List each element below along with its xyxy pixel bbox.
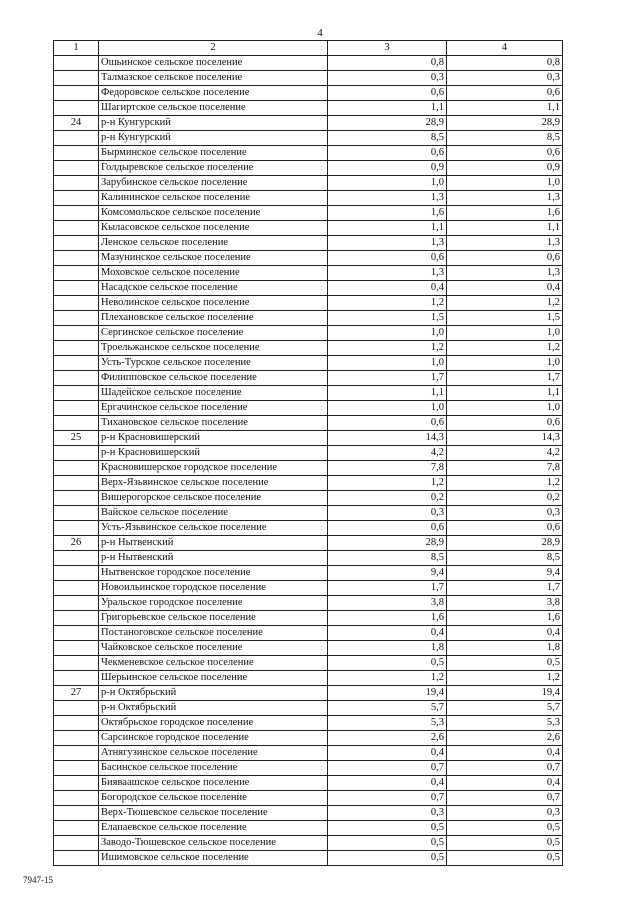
row-number-cell [54,71,99,86]
table-row [54,161,563,176]
row-number-cell [54,416,99,431]
row-number-cell [54,341,99,356]
value-column-4-cell: 0,5 [447,656,563,671]
row-number-cell [54,611,99,626]
value-column-3-cell: 0,4 [328,281,447,296]
municipality-name-cell: Сарсинское городское поселение [99,731,328,746]
row-number-cell [54,836,99,851]
row-number-cell: 24 [54,116,99,131]
value-column-3-cell: 4,2 [328,446,447,461]
row-number-cell [54,806,99,821]
value-column-3-cell: 9,4 [328,566,447,581]
table-row [54,116,563,131]
table-header-row [54,41,563,56]
value-column-3-cell: 1,0 [328,176,447,191]
municipality-name-cell: Шерьинское сельское поселение [99,671,328,686]
value-column-4-cell: 0,4 [447,776,563,791]
table-row [54,521,563,536]
table-row [54,131,563,146]
value-column-3-cell: 0,7 [328,791,447,806]
municipality-name-cell: р-н Кунгурский [99,131,328,146]
table-row [54,56,563,71]
table-row [54,266,563,281]
row-number-cell [54,671,99,686]
table-row [54,851,563,866]
value-column-4-cell: 0,4 [447,281,563,296]
value-column-3-cell: 0,2 [328,491,447,506]
row-number-cell [54,731,99,746]
municipality-name-cell: Чекменевское сельское поселение [99,656,328,671]
row-number-cell [54,521,99,536]
value-column-4-cell: 1,2 [447,296,563,311]
value-column-4-cell: 0,4 [447,626,563,641]
row-number-cell [54,551,99,566]
table-row [54,356,563,371]
table-row [54,191,563,206]
table-row [54,371,563,386]
table-row [54,506,563,521]
value-column-4-cell: 1,7 [447,581,563,596]
row-number-cell [54,491,99,506]
value-column-3-cell: 1,6 [328,206,447,221]
table-row [54,146,563,161]
value-column-3-cell: 1,8 [328,641,447,656]
row-number-cell [54,656,99,671]
row-number-cell [54,266,99,281]
value-column-4-cell: 0,8 [447,56,563,71]
value-column-4-cell: 1,2 [447,476,563,491]
row-number-cell [54,701,99,716]
table-row [54,701,563,716]
value-column-4-cell: 2,6 [447,731,563,746]
value-column-4-cell: 4,2 [447,446,563,461]
row-number-cell [54,236,99,251]
value-column-4-cell: 1,3 [447,236,563,251]
value-column-3-cell: 1,3 [328,236,447,251]
value-column-3-cell: 1,2 [328,476,447,491]
table-body [54,56,563,866]
table-row [54,461,563,476]
table-row [54,416,563,431]
row-number-cell [54,221,99,236]
value-column-4-cell: 9,4 [447,566,563,581]
municipality-name-cell: Верх-Язьвинское сельское поселение [99,476,328,491]
table-row [54,86,563,101]
value-column-4-cell: 1,0 [447,176,563,191]
value-column-3-cell: 0,5 [328,836,447,851]
table-row [54,821,563,836]
table-row [54,716,563,731]
value-column-4-cell: 1,2 [447,341,563,356]
table-row [54,641,563,656]
table-row [54,326,563,341]
value-column-3-cell: 0,6 [328,416,447,431]
table-row [54,341,563,356]
municipality-name-cell: Уральское городское поселение [99,596,328,611]
value-column-4-cell: 0,6 [447,86,563,101]
value-column-4-cell: 1,5 [447,311,563,326]
column-header-4: 4 [447,41,563,56]
value-column-3-cell: 3,8 [328,596,447,611]
municipality-name-cell: р-н Красновишерский [99,446,328,461]
table-row [54,566,563,581]
municipality-name-cell: Неволинское сельское поселение [99,296,328,311]
value-column-3-cell: 1,2 [328,341,447,356]
value-column-3-cell: 1,0 [328,356,447,371]
table-row [54,686,563,701]
municipality-name-cell: Богородское сельское поселение [99,791,328,806]
table-row [54,251,563,266]
municipality-name-cell: р-н Нытвенский [99,536,328,551]
table-row [54,806,563,821]
table-row [54,776,563,791]
value-column-4-cell: 5,3 [447,716,563,731]
row-number-cell [54,641,99,656]
municipality-name-cell: Постаноговское сельское поселение [99,626,328,641]
municipality-name-cell: Верх-Тюшевское сельское поселение [99,806,328,821]
municipality-name-cell: Бырминское сельское поселение [99,146,328,161]
value-column-3-cell: 0,5 [328,851,447,866]
table-row [54,281,563,296]
value-column-4-cell: 1,3 [447,191,563,206]
row-number-cell [54,581,99,596]
table-row [54,746,563,761]
row-number-cell [54,761,99,776]
value-column-3-cell: 0,3 [328,506,447,521]
value-column-3-cell: 0,9 [328,161,447,176]
value-column-4-cell: 8,5 [447,131,563,146]
value-column-4-cell: 1,0 [447,326,563,341]
value-column-4-cell: 0,6 [447,251,563,266]
value-column-4-cell: 1,3 [447,266,563,281]
municipality-name-cell: Вишерогорское сельское поселение [99,491,328,506]
municipality-name-cell: Шагиртское сельское поселение [99,101,328,116]
row-number-cell: 27 [54,686,99,701]
table-row [54,296,563,311]
value-column-3-cell: 0,4 [328,746,447,761]
row-number-cell [54,716,99,731]
table-row [54,731,563,746]
municipality-name-cell: Калининское сельское поселение [99,191,328,206]
row-number-cell [54,446,99,461]
value-column-4-cell: 1,7 [447,371,563,386]
municipality-name-cell: Ленское сельское поселение [99,236,328,251]
municipality-name-cell: Бияваашское сельское поселение [99,776,328,791]
value-column-4-cell: 0,3 [447,506,563,521]
value-column-3-cell: 1,7 [328,581,447,596]
value-column-4-cell: 28,9 [447,116,563,131]
row-number-cell [54,746,99,761]
municipality-name-cell: Талмазское сельское поселение [99,71,328,86]
municipality-name-cell: Плехановское сельское поселение [99,311,328,326]
row-number-cell [54,776,99,791]
municipality-name-cell: Октябрьское городское поселение [99,716,328,731]
table-row [54,311,563,326]
municipality-name-cell: Атнягузинское сельское поселение [99,746,328,761]
table-row [54,401,563,416]
document-code: 7947-15 [23,875,53,885]
row-number-cell [54,566,99,581]
row-number-cell [54,101,99,116]
value-column-3-cell: 8,5 [328,551,447,566]
row-number-cell [54,821,99,836]
value-column-3-cell: 1,6 [328,611,447,626]
row-number-cell [54,386,99,401]
municipality-name-cell: Чайковское сельское поселение [99,641,328,656]
value-column-3-cell: 1,5 [328,311,447,326]
table-row [54,761,563,776]
table-row [54,236,563,251]
value-column-3-cell: 0,3 [328,71,447,86]
table-row [54,656,563,671]
value-column-3-cell: 0,6 [328,146,447,161]
value-column-4-cell: 0,3 [447,71,563,86]
row-number-cell: 26 [54,536,99,551]
value-column-3-cell: 1,0 [328,401,447,416]
municipality-name-cell: Комсомольское сельское поселение [99,206,328,221]
municipality-name-cell: Насадское сельское поселение [99,281,328,296]
row-number-cell [54,356,99,371]
municipality-name-cell: р-н Красновишерский [99,431,328,446]
municipality-name-cell: Григорьевское сельское поселение [99,611,328,626]
value-column-3-cell: 19,4 [328,686,447,701]
value-column-4-cell: 3,8 [447,596,563,611]
value-column-3-cell: 1,0 [328,326,447,341]
municipality-name-cell: Сергинское сельское поселение [99,326,328,341]
value-column-4-cell: 1,1 [447,386,563,401]
value-column-4-cell: 0,6 [447,521,563,536]
value-column-4-cell: 28,9 [447,536,563,551]
value-column-3-cell: 1,2 [328,296,447,311]
value-column-4-cell: 1,6 [447,206,563,221]
value-column-4-cell: 0,9 [447,161,563,176]
municipality-name-cell: Зарубинское сельское поселение [99,176,328,191]
value-column-3-cell: 0,8 [328,56,447,71]
value-column-4-cell: 14,3 [447,431,563,446]
municipality-name-cell: р-н Нытвенский [99,551,328,566]
value-column-3-cell: 5,3 [328,716,447,731]
value-column-4-cell: 7,8 [447,461,563,476]
row-number-cell [54,206,99,221]
value-column-4-cell: 0,6 [447,146,563,161]
municipality-name-cell: Моховское сельское поселение [99,266,328,281]
value-column-3-cell: 5,7 [328,701,447,716]
row-number-cell [54,476,99,491]
value-column-3-cell: 1,1 [328,101,447,116]
row-number-cell [54,326,99,341]
municipality-name-cell: Филипповское сельское поселение [99,371,328,386]
table-row [54,836,563,851]
value-column-3-cell: 8,5 [328,131,447,146]
column-header-2: 2 [99,41,328,56]
municipality-name-cell: Басинское сельское поселение [99,761,328,776]
value-column-4-cell: 0,6 [447,416,563,431]
municipality-name-cell: Усть-Язьвинское сельское поселение [99,521,328,536]
value-column-3-cell: 0,6 [328,86,447,101]
table-row [54,206,563,221]
value-column-4-cell: 0,2 [447,491,563,506]
municipality-name-cell: р-н Кунгурский [99,116,328,131]
municipality-name-cell: Ошьинское сельское поселение [99,56,328,71]
value-column-4-cell: 0,5 [447,836,563,851]
table-row [54,101,563,116]
municipality-name-cell: Федоровское сельское поселение [99,86,328,101]
value-column-3-cell: 1,2 [328,671,447,686]
municipality-name-cell: Заводо-Тюшевское сельское поселение [99,836,328,851]
municipality-name-cell: Ергачинское сельское поселение [99,401,328,416]
value-column-3-cell: 14,3 [328,431,447,446]
column-header-1: 1 [54,41,99,56]
municipality-name-cell: Ишимовское сельское поселение [99,851,328,866]
row-number-cell [54,131,99,146]
row-number-cell [54,371,99,386]
value-column-4-cell: 1,8 [447,641,563,656]
value-column-3-cell: 0,6 [328,521,447,536]
row-number-cell [54,161,99,176]
table-row [54,476,563,491]
table-row [54,491,563,506]
row-number-cell [54,461,99,476]
municipality-name-cell: р-н Октябрьский [99,686,328,701]
column-header-3: 3 [328,41,447,56]
value-column-4-cell: 1,1 [447,101,563,116]
row-number-cell [54,506,99,521]
table-row [54,611,563,626]
page-number: 4 [317,27,323,39]
table-row [54,671,563,686]
municipality-name-cell: Тихановское сельское поселение [99,416,328,431]
table-row [54,71,563,86]
value-column-3-cell: 0,5 [328,821,447,836]
value-column-4-cell: 0,3 [447,806,563,821]
value-column-3-cell: 1,7 [328,371,447,386]
value-column-3-cell: 2,6 [328,731,447,746]
value-column-3-cell: 0,3 [328,806,447,821]
value-column-4-cell: 5,7 [447,701,563,716]
value-column-3-cell: 0,4 [328,626,447,641]
municipality-name-cell: Усть-Турское сельское поселение [99,356,328,371]
value-column-3-cell: 28,9 [328,116,447,131]
municipality-name-cell: Вайское сельское поселение [99,506,328,521]
row-number-cell [54,401,99,416]
row-number-cell [54,56,99,71]
allocation-table [53,40,563,866]
row-number-cell [54,191,99,206]
value-column-3-cell: 1,3 [328,191,447,206]
row-number-cell [54,86,99,101]
municipality-name-cell: Красновишерское городское поселение [99,461,328,476]
value-column-4-cell: 0,4 [447,746,563,761]
value-column-3-cell: 0,6 [328,251,447,266]
table-row [54,221,563,236]
table-row [54,536,563,551]
row-number-cell [54,626,99,641]
row-number-cell [54,281,99,296]
value-column-4-cell: 1,1 [447,221,563,236]
table-row [54,596,563,611]
row-number-cell [54,296,99,311]
value-column-4-cell: 0,5 [447,851,563,866]
value-column-4-cell: 1,6 [447,611,563,626]
value-column-4-cell: 19,4 [447,686,563,701]
value-column-3-cell: 1,1 [328,386,447,401]
row-number-cell [54,176,99,191]
table-row [54,176,563,191]
row-number-cell [54,596,99,611]
row-number-cell: 25 [54,431,99,446]
row-number-cell [54,791,99,806]
value-column-3-cell: 1,3 [328,266,447,281]
value-column-3-cell: 0,4 [328,776,447,791]
value-column-3-cell: 1,1 [328,221,447,236]
value-column-3-cell: 7,8 [328,461,447,476]
municipality-name-cell: Новоильинское городское поселение [99,581,328,596]
value-column-4-cell: 0,5 [447,821,563,836]
table-row [54,551,563,566]
municipality-name-cell: Шадейское сельское поселение [99,386,328,401]
value-column-3-cell: 0,5 [328,656,447,671]
value-column-4-cell: 8,5 [447,551,563,566]
value-column-4-cell: 1,2 [447,671,563,686]
municipality-name-cell: Голдыревское сельское поселение [99,161,328,176]
municipality-name-cell: Елапаевское сельское поселение [99,821,328,836]
municipality-name-cell: Мазунинское сельское поселение [99,251,328,266]
value-column-4-cell: 0,7 [447,791,563,806]
row-number-cell [54,311,99,326]
value-column-3-cell: 28,9 [328,536,447,551]
municipality-name-cell: Нытвенское городское поселение [99,566,328,581]
value-column-4-cell: 0,7 [447,761,563,776]
table-row [54,386,563,401]
table-row [54,791,563,806]
municipality-name-cell: р-н Октябрьский [99,701,328,716]
row-number-cell [54,251,99,266]
municipality-name-cell: Кыласовское сельское поселение [99,221,328,236]
table-row [54,431,563,446]
table-row [54,446,563,461]
value-column-4-cell: 1,0 [447,356,563,371]
value-column-3-cell: 0,7 [328,761,447,776]
table-row [54,581,563,596]
value-column-4-cell: 1,0 [447,401,563,416]
row-number-cell [54,851,99,866]
row-number-cell [54,146,99,161]
municipality-name-cell: Троельжанское сельское поселение [99,341,328,356]
table-row [54,626,563,641]
